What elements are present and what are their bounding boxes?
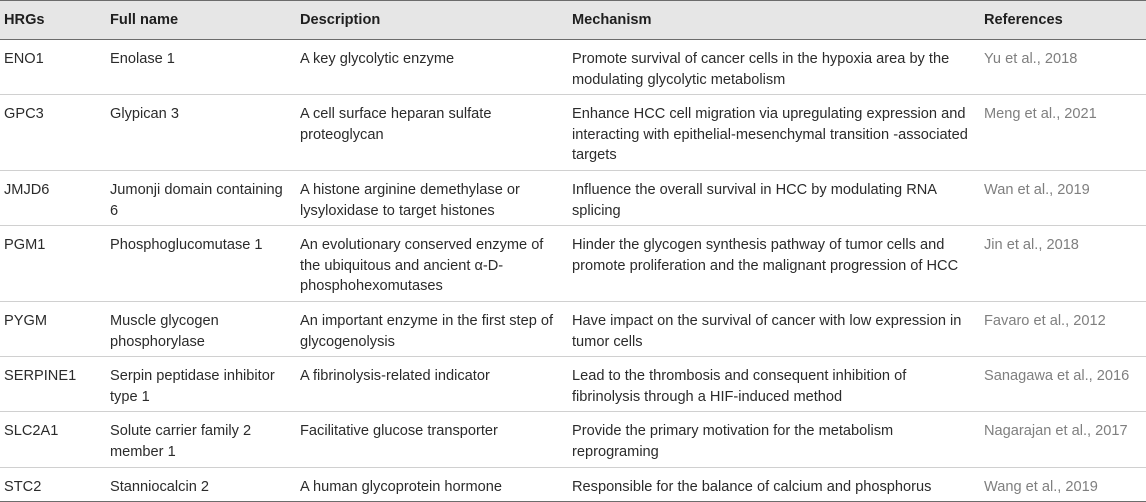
description-cell: Facilitative glucose transporter	[300, 423, 498, 440]
full-name-cell: Glypican 3	[110, 106, 179, 123]
table-row	[0, 95, 1146, 171]
description-cell: A histone arginine demethylase or lysyloxidase to target histones	[300, 181, 520, 219]
description-cell: A fibrinolysis-related indicator	[300, 368, 490, 385]
table-row	[0, 357, 1146, 412]
table-row	[0, 301, 1146, 356]
reference-cell: Sanagawa et al., 2016	[984, 368, 1130, 385]
mechanism-cell: Promote survival of cancer cells in the hypoxia area by the modulating glycolytic metabolism	[572, 51, 950, 88]
reference-cell: Meng et al., 2021	[984, 106, 1097, 123]
mechanism-cell: Have impact on the survival of cancer with low expression in tumor cells	[572, 312, 962, 350]
reference-cell: Wan et al., 2019	[984, 181, 1090, 198]
description-cell: An evolutionary conserved enzyme of the ubiquitous and ancient α-D-phosphohexomutases	[300, 237, 544, 295]
table-row	[0, 40, 1146, 95]
gene-cell: SLC2A1	[4, 423, 59, 440]
reference-cell: Nagarajan et al., 2017	[984, 423, 1128, 440]
reference-cell: Wang et al., 2019	[984, 478, 1098, 495]
full-name-cell: Jumonji domain containing 6	[110, 181, 283, 219]
mechanism-cell: Provide the primary motivation for the metabolism reprograming	[572, 423, 894, 460]
reference-cell: Jin et al., 2018	[984, 237, 1079, 254]
full-name-cell: Stanniocalcin 2	[110, 478, 209, 495]
gene-cell: GPC3	[4, 106, 44, 123]
gene-cell: ENO1	[4, 51, 44, 67]
full-name-cell: Enolase 1	[110, 51, 175, 67]
description-cell: A key glycolytic enzyme	[300, 51, 455, 67]
gene-cell: PYGM	[4, 312, 47, 329]
description-cell: A cell surface heparan sulfate proteoglycan	[300, 106, 492, 143]
table-row	[0, 226, 1146, 302]
table-row	[0, 170, 1146, 225]
header-hrgs: HRGs	[4, 11, 45, 28]
header-full-name: Full name	[110, 11, 179, 28]
gene-cell: PGM1	[4, 237, 46, 254]
mechanism-cell: Influence the overall survival in HCC by modulating RNA splicing	[572, 181, 937, 219]
mechanism-cell: Lead to the thrombosis and consequent inhibition of fibrinolysis through a HIF-induced method	[572, 368, 907, 405]
gene-cell: STC2	[4, 478, 42, 495]
header-description: Description	[300, 11, 381, 28]
full-name-cell: Phosphoglucomutase 1	[110, 237, 263, 254]
table-row	[0, 467, 1146, 502]
reference-cell: Favaro et al., 2012	[984, 312, 1106, 329]
full-name-cell: Serpin peptidase inhibitor type 1	[110, 368, 275, 405]
mechanism-cell: Responsible for the balance of calcium and phosphorus	[572, 478, 932, 495]
reference-cell: Yu et al., 2018	[984, 51, 1078, 67]
table-row	[0, 412, 1146, 467]
mechanism-cell: Hinder the glycogen synthesis pathway of tumor cells and promote proliferation and the malignant progression of HCC	[572, 237, 959, 274]
mechanism-cell: Enhance HCC cell migration via upregulating expression and interacting with epithelial-mesenchymal transition -associated targets	[572, 106, 968, 164]
header-references: References	[984, 11, 1063, 28]
header-row	[0, 1, 1146, 40]
gene-cell: JMJD6	[4, 181, 50, 198]
full-name-cell: Solute carrier family 2 member 1	[110, 423, 252, 460]
gene-cell: SERPINE1	[4, 368, 77, 385]
description-cell: An important enzyme in the first step of glycogenolysis	[300, 312, 554, 350]
full-name-cell: Muscle glycogen phosphorylase	[110, 312, 219, 350]
description-cell: A human glycoprotein hormone	[300, 478, 503, 495]
header-mechanism: Mechanism	[572, 11, 652, 28]
